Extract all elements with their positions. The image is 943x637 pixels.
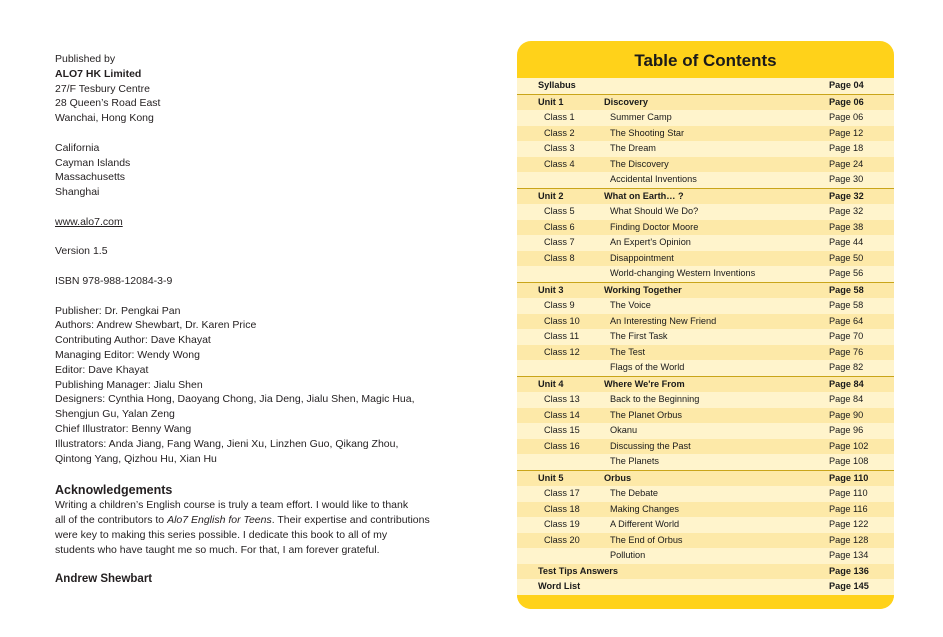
- credit-line: Editor: Dave Khayat: [55, 363, 149, 376]
- credit-line: Publisher: Dr. Pengkai Pan: [55, 304, 181, 317]
- toc-row-page: Page 32: [829, 190, 864, 201]
- toc-row-label: Class 12: [544, 346, 580, 357]
- toc-row-page: Page 12: [829, 127, 864, 138]
- toc-row-page: Page 70: [829, 331, 864, 341]
- toc-class-row[interactable]: [517, 251, 894, 267]
- toc-unit-row[interactable]: [517, 376, 894, 393]
- toc-class-row[interactable]: [517, 408, 894, 424]
- toc-row-label: Class 4: [544, 158, 575, 169]
- toc-row-label: Class 11: [544, 331, 580, 341]
- imprint-page: [55, 52, 430, 586]
- toc-class-row[interactable]: [517, 266, 894, 282]
- toc-class-row[interactable]: [517, 533, 894, 549]
- toc-row-page: Page 82: [829, 362, 864, 372]
- credit-line: Managing Editor: Wendy Wong: [55, 348, 200, 361]
- acknowledgements-line: were key to making this series possible. I dedicate this book to all of my: [55, 528, 388, 541]
- toc-class-row[interactable]: [517, 486, 894, 502]
- publisher-company: ALO7 HK Limited: [55, 67, 142, 80]
- toc-unit-row[interactable]: [517, 188, 894, 205]
- acknowledgements-title: Acknowledgements: [55, 483, 173, 498]
- author-signature: Andrew Shewbart: [55, 572, 153, 585]
- toc-row-title: The Voice: [610, 300, 651, 310]
- credit-line: Shengjun Gu, Yalan Zeng: [55, 408, 175, 421]
- toc-row-page: Page 128: [829, 534, 869, 545]
- toc-row-label: Class 8: [544, 252, 575, 263]
- toc-row-title: The Test: [610, 346, 646, 357]
- toc-row-page: Page 110: [829, 472, 869, 483]
- toc-row-title: The Shooting Star: [610, 127, 685, 138]
- toc-row-page: Page 110: [829, 488, 868, 498]
- version-text: Version 1.5: [55, 245, 108, 258]
- toc-row-label: Unit 2: [538, 190, 564, 201]
- toc-row-label: Class 1: [544, 112, 575, 122]
- toc-row-page: Page 44: [829, 237, 864, 247]
- toc-class-row[interactable]: [517, 360, 894, 376]
- location-line: Shanghai: [55, 186, 100, 199]
- toc-class-row[interactable]: [517, 345, 894, 361]
- toc-row-label: Class 9: [544, 300, 575, 310]
- toc-row-title: Summer Camp: [610, 112, 672, 122]
- toc-class-row[interactable]: [517, 314, 894, 330]
- location-line: Massachusetts: [55, 171, 126, 184]
- toc-row-title: The Discovery: [610, 158, 669, 169]
- toc-row-page: Page 84: [829, 394, 864, 404]
- toc-class-row[interactable]: [517, 517, 894, 533]
- toc-row-title: Flags of the World: [610, 362, 685, 372]
- toc-row-title: The Debate: [610, 488, 659, 498]
- ack-text: . Their expertise and contributions: [271, 514, 430, 527]
- toc-list: [517, 78, 894, 595]
- toc-row-page: Page 58: [829, 300, 864, 310]
- toc-class-row[interactable]: [517, 454, 894, 470]
- toc-row-label: Unit 1: [538, 96, 564, 107]
- toc-row-label: Class 20: [544, 534, 580, 545]
- toc-row-label: Unit 5: [538, 472, 564, 483]
- toc-row-label: Class 6: [544, 221, 575, 232]
- isbn-text: ISBN 978-988-12084-3-9: [55, 274, 173, 287]
- toc-row-page: Page 06: [829, 96, 864, 107]
- toc-row-page: Page 84: [829, 378, 864, 389]
- toc-row-title: Okanu: [610, 425, 638, 435]
- toc-row-page: Page 116: [829, 503, 868, 514]
- credit-line: Designers: Cynthia Hong, Daoyang Chong, Jia Deng, Jialu Shen, Magic Hua,: [55, 393, 415, 406]
- toc-row-page: Page 58: [829, 284, 864, 295]
- toc-class-row[interactable]: [517, 141, 894, 157]
- published-by-label: Published by: [55, 53, 116, 65]
- toc-row-title: The End of Orbus: [610, 534, 683, 545]
- toc-row-title: Accidental Inventions: [610, 174, 697, 184]
- toc-section-row[interactable]: [517, 579, 894, 595]
- toc-row-label: Class 17: [544, 488, 580, 498]
- toc-row-label: Class 19: [544, 519, 580, 529]
- toc-row-label: Test Tips Answers: [538, 565, 618, 576]
- toc-row-page: Page 136: [829, 565, 869, 576]
- toc-row-title: The Planet Orbus: [610, 409, 683, 420]
- credit-line: Publishing Manager: Jialu Shen: [55, 378, 203, 391]
- toc-row-title: Working Together: [604, 284, 682, 295]
- toc-unit-row[interactable]: [517, 282, 894, 299]
- address-line: Wanchai, Hong Kong: [55, 112, 154, 125]
- toc-row-label: Class 10: [544, 315, 580, 326]
- toc-row-title: Discovery: [604, 96, 648, 107]
- toc-class-row[interactable]: [517, 126, 894, 142]
- credit-line: Qintong Yang, Qizhou Hu, Xian Hu: [55, 452, 217, 465]
- toc-row-title: Orbus: [604, 472, 632, 483]
- toc-row-title: Finding Doctor Moore: [610, 221, 699, 232]
- toc-row-label: Unit 3: [538, 284, 564, 295]
- toc-unit-row[interactable]: [517, 94, 894, 111]
- toc-row-label: Syllabus: [538, 80, 576, 90]
- toc-class-row[interactable]: [517, 204, 894, 220]
- toc-row-title: Discussing the Past: [610, 440, 691, 451]
- website-link[interactable]: www.alo7.com: [55, 215, 123, 228]
- toc-row-page: Page 04: [829, 80, 864, 90]
- credit-line: Authors: Andrew Shewbart, Dr. Karen Price: [55, 319, 257, 332]
- toc-row-label: Class 7: [544, 237, 575, 247]
- toc-row-page: Page 102: [829, 440, 869, 451]
- toc-class-row[interactable]: [517, 502, 894, 518]
- toc-row-title: Back to the Beginning: [610, 394, 700, 404]
- toc-row-page: Page 38: [829, 221, 864, 232]
- credit-line: Contributing Author: Dave Khayat: [55, 334, 211, 347]
- location-line: Cayman Islands: [55, 156, 131, 169]
- toc-row-title: The Planets: [610, 456, 660, 466]
- toc-row-page: Page 56: [829, 268, 864, 278]
- table-of-contents: [517, 41, 894, 609]
- toc-row-title: Where We're From: [604, 378, 685, 389]
- toc-row-page: Page 96: [829, 425, 864, 435]
- toc-row-title: An Expert's Opinion: [610, 237, 691, 247]
- toc-row-label: Class 2: [544, 127, 575, 138]
- toc-row-page: Page 145: [829, 581, 869, 591]
- toc-row-page: Page 134: [829, 550, 869, 560]
- toc-row-label: Class 15: [544, 425, 580, 435]
- acknowledgements-line: [55, 513, 430, 528]
- toc-unit-row[interactable]: [517, 470, 894, 487]
- toc-row-page: Page 30: [829, 174, 864, 184]
- toc-title: Table of Contents: [634, 51, 777, 70]
- toc-row-title: Disappointment: [610, 252, 674, 263]
- toc-row-page: Page 18: [829, 143, 864, 153]
- toc-section-row[interactable]: [517, 564, 894, 580]
- toc-class-row[interactable]: [517, 548, 894, 564]
- toc-class-row[interactable]: [517, 157, 894, 173]
- toc-class-row[interactable]: [517, 329, 894, 345]
- toc-row-label: Class 5: [544, 206, 575, 216]
- acknowledgements-line: Writing a children’s English course is truly a team effort. I would like to thank: [55, 499, 409, 512]
- address-line: 27/F Tesbury Centre: [55, 82, 150, 95]
- address-line: 28 Queen’s Road East: [55, 97, 161, 110]
- toc-row-page: Page 06: [829, 112, 864, 122]
- toc-row-title: The First Task: [610, 331, 668, 341]
- location-line: California: [55, 141, 100, 154]
- toc-footer-band: [517, 595, 894, 609]
- toc-class-row[interactable]: [517, 298, 894, 314]
- toc-row-label: Unit 4: [538, 378, 564, 389]
- toc-row-title: A Different World: [610, 519, 680, 529]
- toc-row-label: Word List: [538, 581, 581, 591]
- toc-row-label: Class 14: [544, 409, 580, 420]
- ack-text: all of the contributors to: [55, 514, 168, 527]
- toc-row-page: Page 122: [829, 519, 869, 529]
- toc-row-title: An Interesting New Friend: [610, 315, 717, 326]
- toc-row-title: The Dream: [610, 143, 656, 153]
- toc-row-title: What Should We Do?: [610, 206, 699, 216]
- toc-row-label: Class 13: [544, 394, 580, 404]
- toc-section-row[interactable]: [517, 78, 894, 94]
- toc-row-page: Page 64: [829, 315, 864, 326]
- acknowledgements-line: students who have taught me so much. For that, I am forever grateful.: [55, 543, 380, 556]
- ack-book-title: Alo7 English for Teens: [167, 514, 272, 527]
- toc-class-row[interactable]: [517, 392, 894, 408]
- toc-row-page: Page 90: [829, 409, 864, 420]
- toc-row-title: World-changing Western Inventions: [610, 268, 756, 278]
- toc-class-row[interactable]: [517, 220, 894, 236]
- toc-class-row[interactable]: [517, 235, 894, 251]
- toc-row-page: Page 76: [829, 346, 864, 357]
- toc-class-row[interactable]: [517, 423, 894, 439]
- toc-row-title: Pollution: [610, 550, 646, 560]
- toc-row-label: Class 18: [544, 503, 580, 514]
- credit-line: Illustrators: Anda Jiang, Fang Wang, Jieni Xu, Linzhen Guo, Qikang Zhou,: [55, 437, 399, 450]
- toc-row-page: Page 24: [829, 158, 864, 169]
- toc-row-label: Class 3: [544, 143, 575, 153]
- toc-row-page: Page 50: [829, 252, 864, 263]
- toc-row-page: Page 108: [829, 456, 869, 466]
- toc-class-row[interactable]: [517, 172, 894, 188]
- credit-line: Chief Illustrator: Benny Wang: [55, 422, 192, 435]
- toc-row-label: Class 16: [544, 440, 580, 451]
- toc-class-row[interactable]: [517, 110, 894, 126]
- toc-row-title: What on Earth… ?: [604, 190, 684, 201]
- toc-row-title: Making Changes: [610, 503, 679, 514]
- toc-class-row[interactable]: [517, 439, 894, 455]
- toc-row-page: Page 32: [829, 206, 864, 216]
